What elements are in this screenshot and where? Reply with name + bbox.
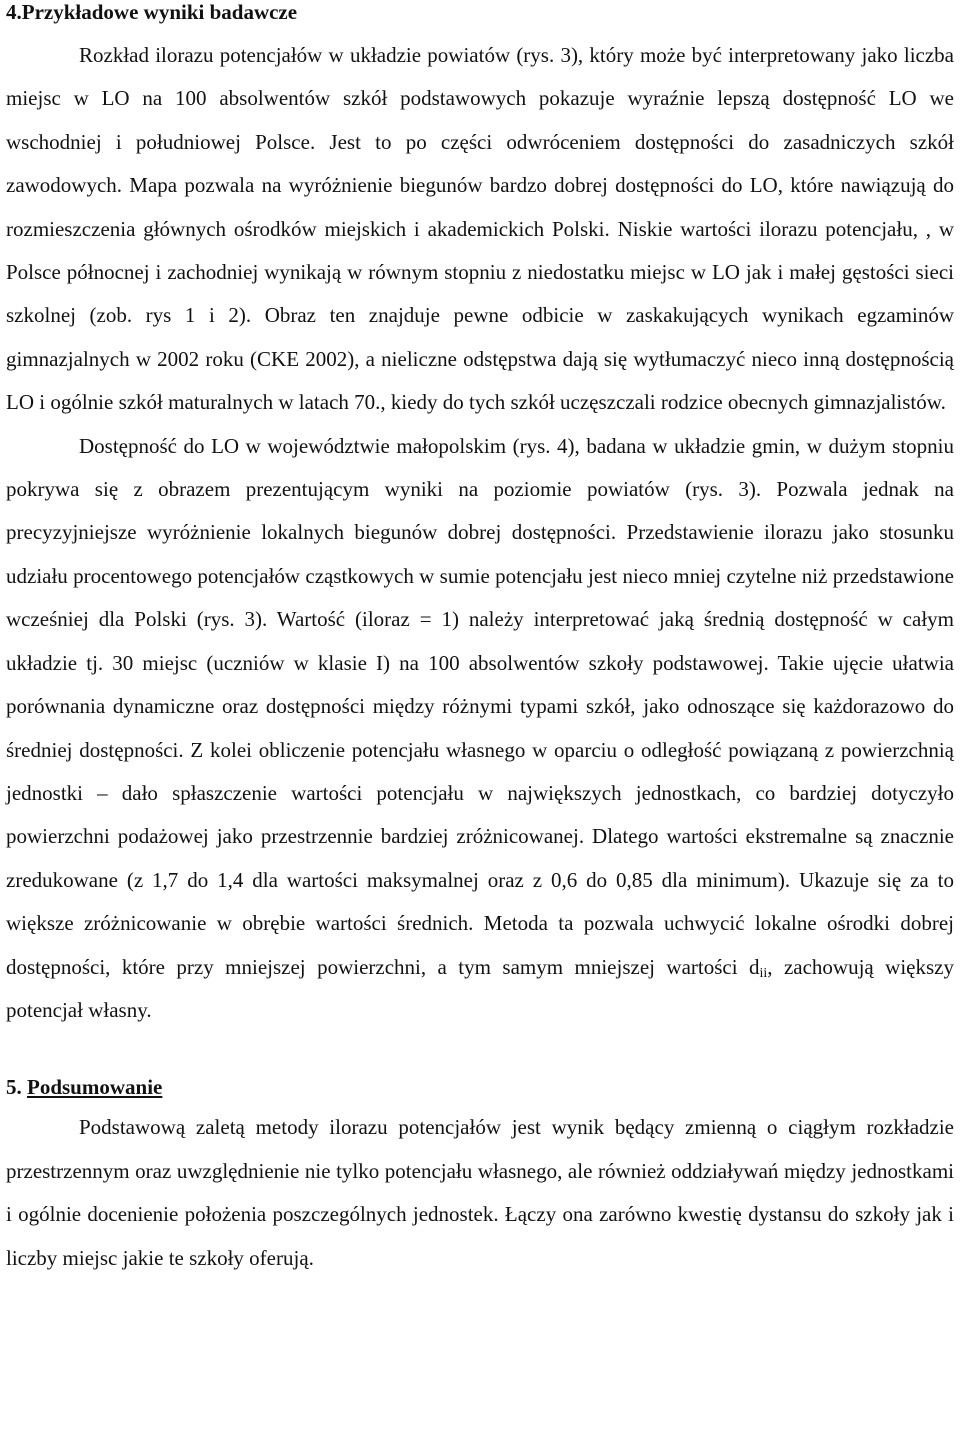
paragraph-malopolska-text: Dostępność do LO w województwie małopolskim (rys. 4), badana w układzie gmin, w dużym stopniu pokrywa się z obrazem prezentującym wyniki na poziomie powiatów (rys. 3). Pozwala jednak na precyzyjniejsze wyróżnienie lokalnych biegunów dobrej dostępności. Przedstawienie ilorazu jako stosunku udziału procentowego potencjałów cząstkowych w sumie potencjału jest nieco mniej czytelne niż przedstawione wcześniej dla Polski (rys. 3). Wartość (iloraz = 1) należy interpretować jaką średnią dostępność w całym układzie tj. 30 miejsc (uczniów w klasie I) na 100 absolwentów szkoły podstawowej. Takie ujęcie ułatwia porównania dynamiczne oraz dostępności między różnymi typami szkół, jako odnoszące się każdorazowo do średniej dostępności. Z kolei obliczenie potencjału własnego w oparciu o odległość powiązaną z powierzchnią jednostki – dało spłaszczenie wartości potencjału w największych jednostkach, co bardziej dotyczyło powierzchni podażowej jako przestrzennie bardziej zróżnicowanej. Dlatego wartości ekstremalne są znacznie zredukowane (z 1,7 do 1,4 dla wartości maksymalnej oraz z 0,6 do 0,85 dla minimum). Ukazuje się za to większe zróżnicowanie w obrębie wartości średnich. Metoda ta pozwala uchwycić lokalne ośrodki dobrej dostępności, które przy mniejszej powierzchni, a tym samym mniejszej wartości d bbox=[6, 433, 954, 979]
paragraph-malopolska bbox=[6, 425, 954, 1033]
section-heading-results: 4.Przykładowe wyniki badawcze bbox=[6, 0, 298, 24]
summary-heading-title: Podsumowanie bbox=[27, 1075, 163, 1100]
paragraph-powiaty: Rozkład ilorazu potencjałów w układzie powiatów (rys. 3), który może być interpretowany jako liczba miejsc w LO na 100 absolwentów szkół podstawowych pokazuje wyraźnie lepszą dostępność LO we wschodniej i południowej Polsce. Jest to po części odwróceniem dostępności do zasadniczych szkół zawodowych. Mapa pozwala na wyróżnienie biegunów bardzo dobrej dostępności do LO, które nawiązują do rozmieszczenia głównych ośrodków miejskich i akademickich Polski. Niskie wartości ilorazu potencjału, , w Polsce północnej i zachodniej wynikają w równym stopniu z niedostatku miejsc w LO jak i małej gęstości sieci szkolnej (zob. rys 1 i 2). Obraz ten znajduje pewne odbicie w zaskakujących wynikach egzaminów gimnazjalnych w 2002 roku (CKE 2002), a nieliczne odstępstwa dają się wytłumaczyć nieco inną dostępnością LO i ogólnie szkół maturalnych w latach 70., kiedy do tych szkół uczęszczali rodzice obecnych gimnazjalistów. bbox=[6, 43, 954, 415]
paragraph-malopolska-tail: , zachowują większy potencjał własny. bbox=[6, 954, 954, 1022]
subscript-ii: ii bbox=[759, 965, 768, 981]
paragraph-summary: Podstawową zaletą metody ilorazu potencjałów jest wynik będący zmienną o ciągłym rozkładzie przestrzennym oraz uwzględnienie nie tylko potencjału własnego, ale również oddziaływań między jednostkami i ogólnie docenienie położenia poszczególnych jednostek. Łączy ona zarówno kwestię dystansu do szkoły jak i liczby miejsc jakie te szkoły oferują. bbox=[6, 1115, 954, 1270]
section-heading-summary bbox=[6, 1072, 954, 1102]
summary-heading-number: 5. bbox=[6, 1075, 27, 1100]
